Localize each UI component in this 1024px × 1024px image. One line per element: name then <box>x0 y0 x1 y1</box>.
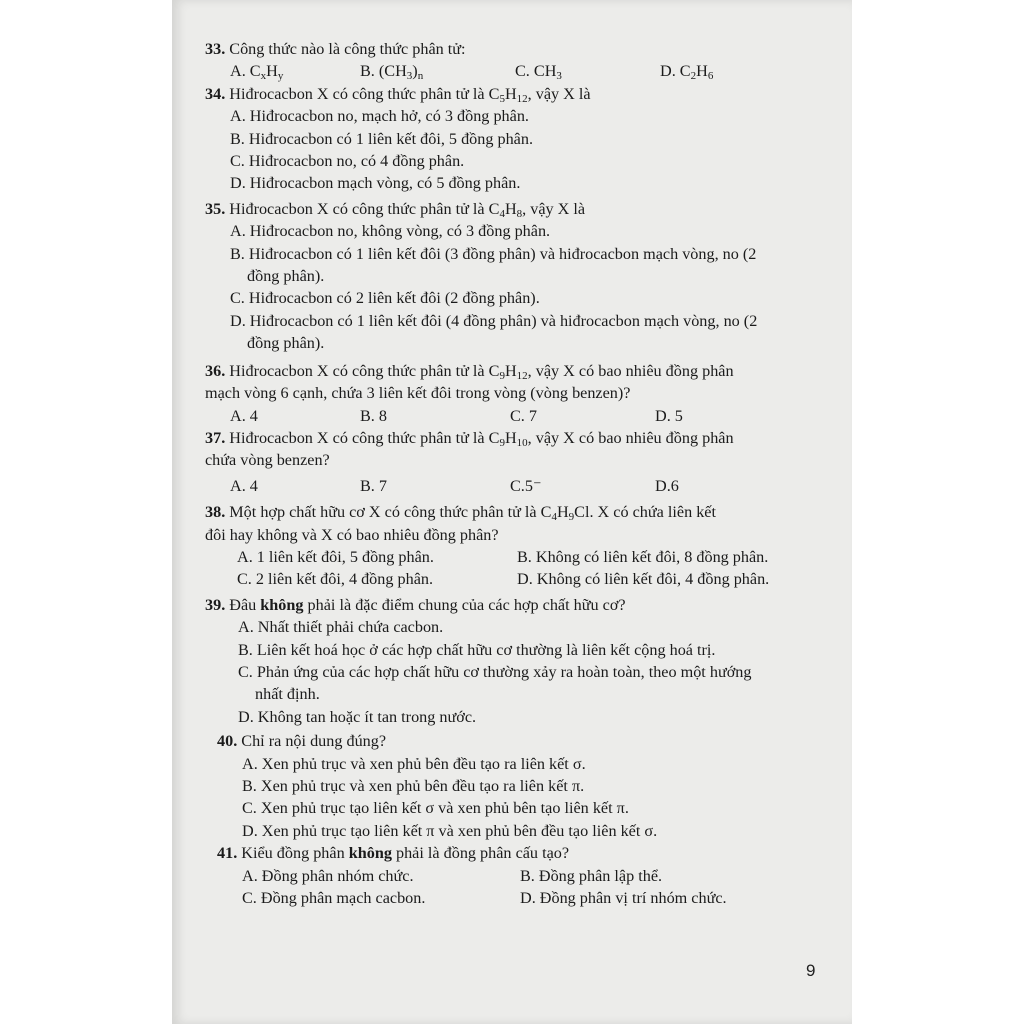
question-stem: Kiểu đồng phân không phải là đồng phân cấu tạo? <box>241 844 570 863</box>
options-row <box>217 887 825 909</box>
options-row <box>217 865 825 887</box>
question-stem-continued: chứa vòng benzen? <box>205 451 330 470</box>
option-d: D. Hiđrocacbon mạch vòng, có 5 đồng phân. <box>230 174 521 193</box>
option-b: B. Hiđrocacbon có 1 liên kết đôi, 5 đồng phân. <box>230 129 534 148</box>
option-d: D. Đồng phân vị trí nhóm chức. <box>520 889 727 908</box>
question-stem: Đâu không phải là đặc điểm chung của các hợp chất hữu cơ? <box>229 595 626 614</box>
question-stem: Hiđrocacbon X có công thức phân tử là $C_4H_8$, vậy X là <box>229 199 586 220</box>
question-stem: Chỉ ra nội dung đúng? <box>241 732 387 751</box>
question-number: 36. <box>205 361 226 380</box>
option-b: B. Đồng phân lập thể. <box>520 866 663 885</box>
option-c: C. Xen phủ trục tạo liên kết σ và xen phủ bên tạo liên kết π. <box>242 799 629 818</box>
option-d: D.6 <box>655 476 679 495</box>
option-b: B. 7 <box>360 476 387 495</box>
option-a: A. 1 liên kết đôi, 5 đồng phân. <box>237 547 434 566</box>
option-d: D. Không tan hoặc ít tan trong nước. <box>238 707 477 726</box>
question-36 <box>205 360 825 427</box>
option-c: C. Đồng phân mạch cacbon. <box>242 889 426 908</box>
option-a: A. Hiđrocacbon no, không vòng, có 3 đồng phân. <box>230 222 551 241</box>
option-b: B. Liên kết hoá học ở các hợp chất hữu cơ thường là liên kết cộng hoá trị. <box>238 640 716 659</box>
question-stem: Công thức nào là công thức phân tử: <box>229 40 466 58</box>
question-stem: Một hợp chất hữu cơ X có công thức phân tử là $C_4H_9Cl$. X có chứa liên kết <box>229 503 716 524</box>
question-number: 37. <box>205 428 226 447</box>
question-38 <box>205 501 825 591</box>
question-stem-continued: mạch vòng 6 cạnh, chứa 3 liên kết đôi trong vòng (vòng benzen)? <box>205 384 631 403</box>
options-row <box>205 546 825 568</box>
option-d: D. Hiđrocacbon có 1 liên kết đôi (4 đồng phân) và hiđrocacbon mạch vòng, no (2 đồng phân). <box>230 311 758 353</box>
question-39 <box>205 594 825 728</box>
question-number: 33. <box>205 40 226 58</box>
option-c: C. Hiđrocacbon no, có 4 đồng phân. <box>230 152 465 171</box>
question-stem-continued: đôi hay không và X có bao nhiêu đồng phân? <box>205 525 499 544</box>
page-number: 9 <box>806 961 816 980</box>
question-number: 38. <box>205 503 226 522</box>
option-a: A. Nhất thiết phải chứa cacbon. <box>238 618 444 637</box>
option-a: A. $C_xH_y$ <box>230 62 284 83</box>
question-stem: Hiđrocacbon X có công thức phân tử là $C_9H_{12}$, vậy X có bao nhiêu đồng phân <box>229 361 734 382</box>
option-c: C. $CH_3$ <box>515 62 562 83</box>
question-40 <box>205 730 825 842</box>
option-c: C. Phản ứng của các hợp chất hữu cơ thường xảy ra hoàn toàn, theo một hướng nhất định. <box>238 662 752 704</box>
options-row <box>205 60 825 82</box>
option-c: C. 7 <box>510 406 537 425</box>
option-d: D. $C_2H_6$ <box>660 62 714 83</box>
options-row <box>205 475 825 497</box>
option-d: D. Xen phủ trục tạo liên kết π và xen phủ bên đều tạo liên kết σ. <box>242 821 658 840</box>
option-a: A. Xen phủ trục và xen phủ bên đều tạo ra liên kết σ. <box>242 754 586 773</box>
option-d: D. Không có liên kết đôi, 4 đồng phân. <box>517 570 770 589</box>
option-b: B. $(CH_3)_n$ <box>360 62 424 83</box>
question-37 <box>205 427 825 497</box>
option-b: B. Xen phủ trục và xen phủ bên đều tạo ra liên kết π. <box>242 777 585 795</box>
question-34 <box>205 83 825 195</box>
question-41 <box>205 842 825 909</box>
option-b: B. Không có liên kết đôi, 8 đồng phân. <box>517 547 769 566</box>
option-a: A. 4 <box>230 406 258 425</box>
question-list <box>205 38 825 909</box>
question-stem: Hiđrocacbon X có công thức phân tử là $C_9H_{10}$, vậy X có bao nhiêu đồng phân <box>229 428 734 449</box>
question-35 <box>205 198 825 355</box>
option-a: A. Đồng phân nhóm chức. <box>242 866 414 885</box>
question-number: 39. <box>205 595 226 614</box>
option-d: D. 5 <box>655 406 683 425</box>
option-a: A. Hiđrocacbon no, mạch hở, có 3 đồng phân. <box>230 107 529 126</box>
option-b: B. 8 <box>360 406 387 425</box>
option-c: C.5⁻ <box>510 476 542 495</box>
question-stem: Hiđrocacbon X có công thức phân tử là $C_5H_{12}$, vậy X là <box>229 84 591 105</box>
question-number: 41. <box>217 844 238 863</box>
options-row <box>205 405 825 427</box>
option-a: A. 4 <box>230 476 258 495</box>
option-b: B. Hiđrocacbon có 1 liên kết đôi (3 đồng phân) và hiđrocacbon mạch vòng, no (2 đồng phân). <box>230 244 757 286</box>
question-number: 34. <box>205 84 226 103</box>
options-row <box>205 568 825 590</box>
option-c: C. Hiđrocacbon có 2 liên kết đôi (2 đồng phân). <box>230 289 540 308</box>
option-c: C. 2 liên kết đôi, 4 đồng phân. <box>237 570 434 589</box>
question-33 <box>205 38 825 83</box>
question-number: 40. <box>217 732 238 751</box>
question-number: 35. <box>205 199 226 218</box>
